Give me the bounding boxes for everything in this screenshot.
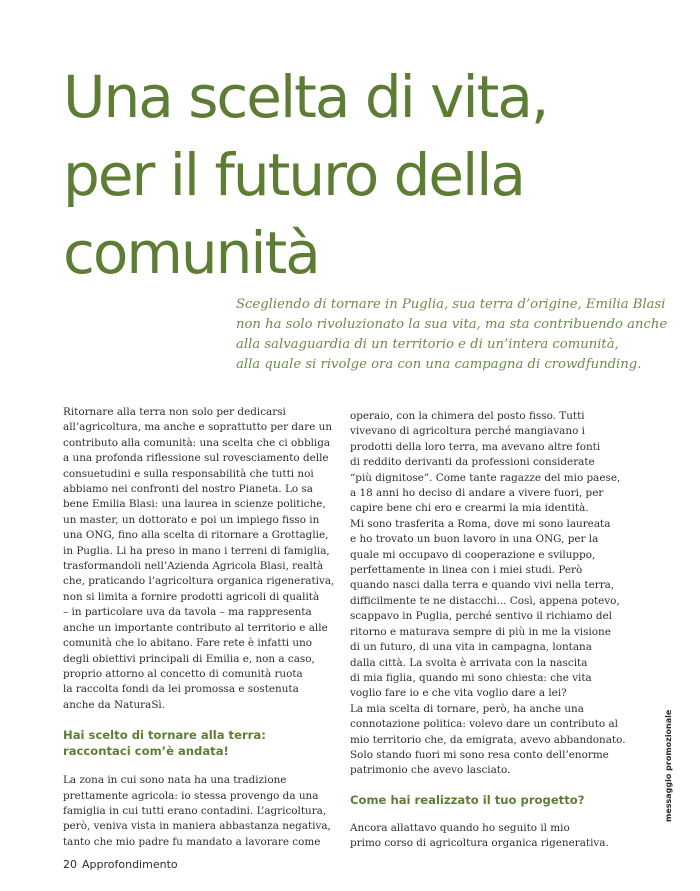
body-line: scappavo in Puglia, perché sentivo il richiamo del (350, 610, 613, 623)
body-line: dalla città. La svolta è arrivata con la nascita (350, 656, 588, 669)
body-line: Solo stando fuori mi sono resa conto dell’enorme (350, 748, 609, 761)
body-line: di reddito derivanti da professioni considerate (350, 456, 595, 469)
body-line: all’agricoltura, ma anche e soprattutto per dare un (63, 421, 333, 434)
article-lead (236, 295, 668, 375)
lead-line: Scegliendo di tornare in Puglia, sua terra d’origine, Emilia Blasi (236, 297, 666, 312)
body-line: bene Emilia Blasi: una laurea in scienze politiche, (63, 498, 326, 511)
body-line: connotazione politica: volevo dare un contributo al (350, 718, 618, 731)
body-line: La mia scelta di tornare, però, ha anche una (350, 702, 584, 715)
body-line: perfettamente in linea con i miei studi. Però (350, 564, 583, 577)
body-line: di un futuro, di una vita in campagna, lontana (350, 641, 592, 654)
title-line: Una scelta di vita, (63, 63, 548, 131)
body-line: abbiamo nei confronti del nostro Pianeta. Lo sa (63, 483, 313, 496)
body-line: La zona in cui sono nata ha una tradizione (63, 774, 287, 787)
body-line: difficilmente te ne distacchi... Così, appena potevo, (350, 594, 620, 607)
body-line: però, veniva vista in maniera abbastanza negativa, (63, 820, 331, 833)
lead-line: alla salvaguardia di un territorio e di un’intera comunità, (236, 337, 619, 352)
body-line: comunità che lo abitano. Fare rete è infatti uno (63, 637, 313, 650)
question-line: raccontaci com’è andata! (63, 744, 229, 759)
body-line: tanto che mio padre fu mandato a lavorare come (63, 835, 321, 848)
page-footer (63, 858, 178, 871)
body-column-right (350, 409, 635, 852)
body-paragraph (63, 773, 338, 850)
page-number: 20 (63, 858, 77, 871)
interview-question (350, 792, 635, 808)
body-line: a una profonda riflessione sul rovesciamento delle (63, 452, 329, 465)
body-line: anche da NaturaSì. (63, 698, 166, 711)
body-line: operaio, con la chimera del posto fisso. Tutti (350, 410, 585, 422)
body-line: prodotti della loro terra, ma avevano altre fonti (350, 440, 601, 453)
body-line: famiglia in cui tutti erano contadini. L’agricoltura, (63, 804, 327, 817)
promo-label: messaggio promozionale (664, 709, 673, 822)
lead-line: non ha solo rivoluzionato la sua vita, ma sta contribuendo anche (236, 317, 668, 332)
body-line: a 18 anni ho deciso di andare a vivere fuori, per (350, 487, 604, 500)
body-line: e ho trovato un buon lavoro in una ONG, per la (350, 533, 599, 546)
body-line: quale mi occupavo di cooperazione e sviluppo, (350, 548, 596, 561)
body-line: voglio fare io e che vita voglio dare a lei? (350, 687, 567, 700)
body-line: Mi sono trasferita a Roma, dove mi sono laureata (350, 517, 611, 530)
body-line: la raccolta fondi da lei promossa e sostenuta (63, 683, 299, 696)
body-line: “più dignitose”. Come tante ragazze del mio paese, (350, 471, 621, 484)
body-line: anche un importante contributo al territorio e alle (63, 621, 328, 634)
body-line: di mia figlia, quando mi sono chiesta: che vita (350, 671, 592, 684)
title-line: per il futuro della (63, 141, 524, 209)
body-line: ritorno e maturava sempre di più in me la visione (350, 625, 611, 638)
body-line: che, praticando l’agricoltura organica rigenerativa, (63, 575, 335, 588)
body-line: quando nasci dalla terra e quando vivi nella terra, (350, 579, 615, 592)
question-line: Hai scelto di tornare alla terra: (63, 728, 266, 743)
body-line: degli obiettivi principali di Emilia e, non a caso, (63, 652, 315, 665)
body-line: prettamente agricola: io stessa provengo da una (63, 789, 319, 802)
body-paragraph (63, 405, 338, 713)
body-line: in Puglia. Li ha preso in mano i terreni di famiglia, (63, 544, 330, 557)
body-line: primo corso di agricoltura organica rigenerativa. (350, 837, 609, 850)
body-line: patrimonio che avevo lasciato. (350, 764, 511, 777)
body-line: consuetudini e sulla responsabilità che tutti noi (63, 467, 314, 480)
body-line: proprio attorno al concetto di comunità ruota (63, 667, 303, 680)
body-line: – in particolare uva da tavola – ma rappresenta (63, 606, 312, 619)
body-line: vivevano di agricoltura perché mangiavano i (350, 425, 585, 438)
article-title (63, 58, 663, 292)
section-name: Approfondimento (82, 858, 178, 871)
body-line: capire bene chi ero e crearmi la mia identità. (350, 502, 589, 515)
body-line: mio territorio che, da emigrata, avevo abbandonato. (350, 733, 626, 746)
body-line: una ONG, fino alla scelta di ritornare a Grottaglie, (63, 529, 329, 542)
lead-line: alla quale si rivolge ora con una campagna di crowdfunding. (236, 357, 642, 372)
body-column-left (63, 405, 338, 850)
body-paragraph (350, 821, 635, 852)
title-line: comunità (63, 219, 319, 287)
interview-question (63, 727, 338, 759)
body-line: Ritornare alla terra non solo per dedicarsi (63, 406, 286, 418)
body-line: trasformandoli nell’Azienda Agricola Blasi, realtà (63, 560, 324, 573)
body-paragraph (350, 409, 635, 779)
body-line: Ancora allattavo quando ho seguito il mio (350, 821, 570, 834)
body-line: non si limita a fornire prodotti agricoli di qualità (63, 590, 320, 603)
body-line: un master, un dottorato e poi un impiego fisso in (63, 513, 320, 526)
body-line: contributo alla comunità: una scelta che ci obbliga (63, 436, 331, 449)
question-line: Come hai realizzato il tuo progetto? (350, 792, 585, 807)
